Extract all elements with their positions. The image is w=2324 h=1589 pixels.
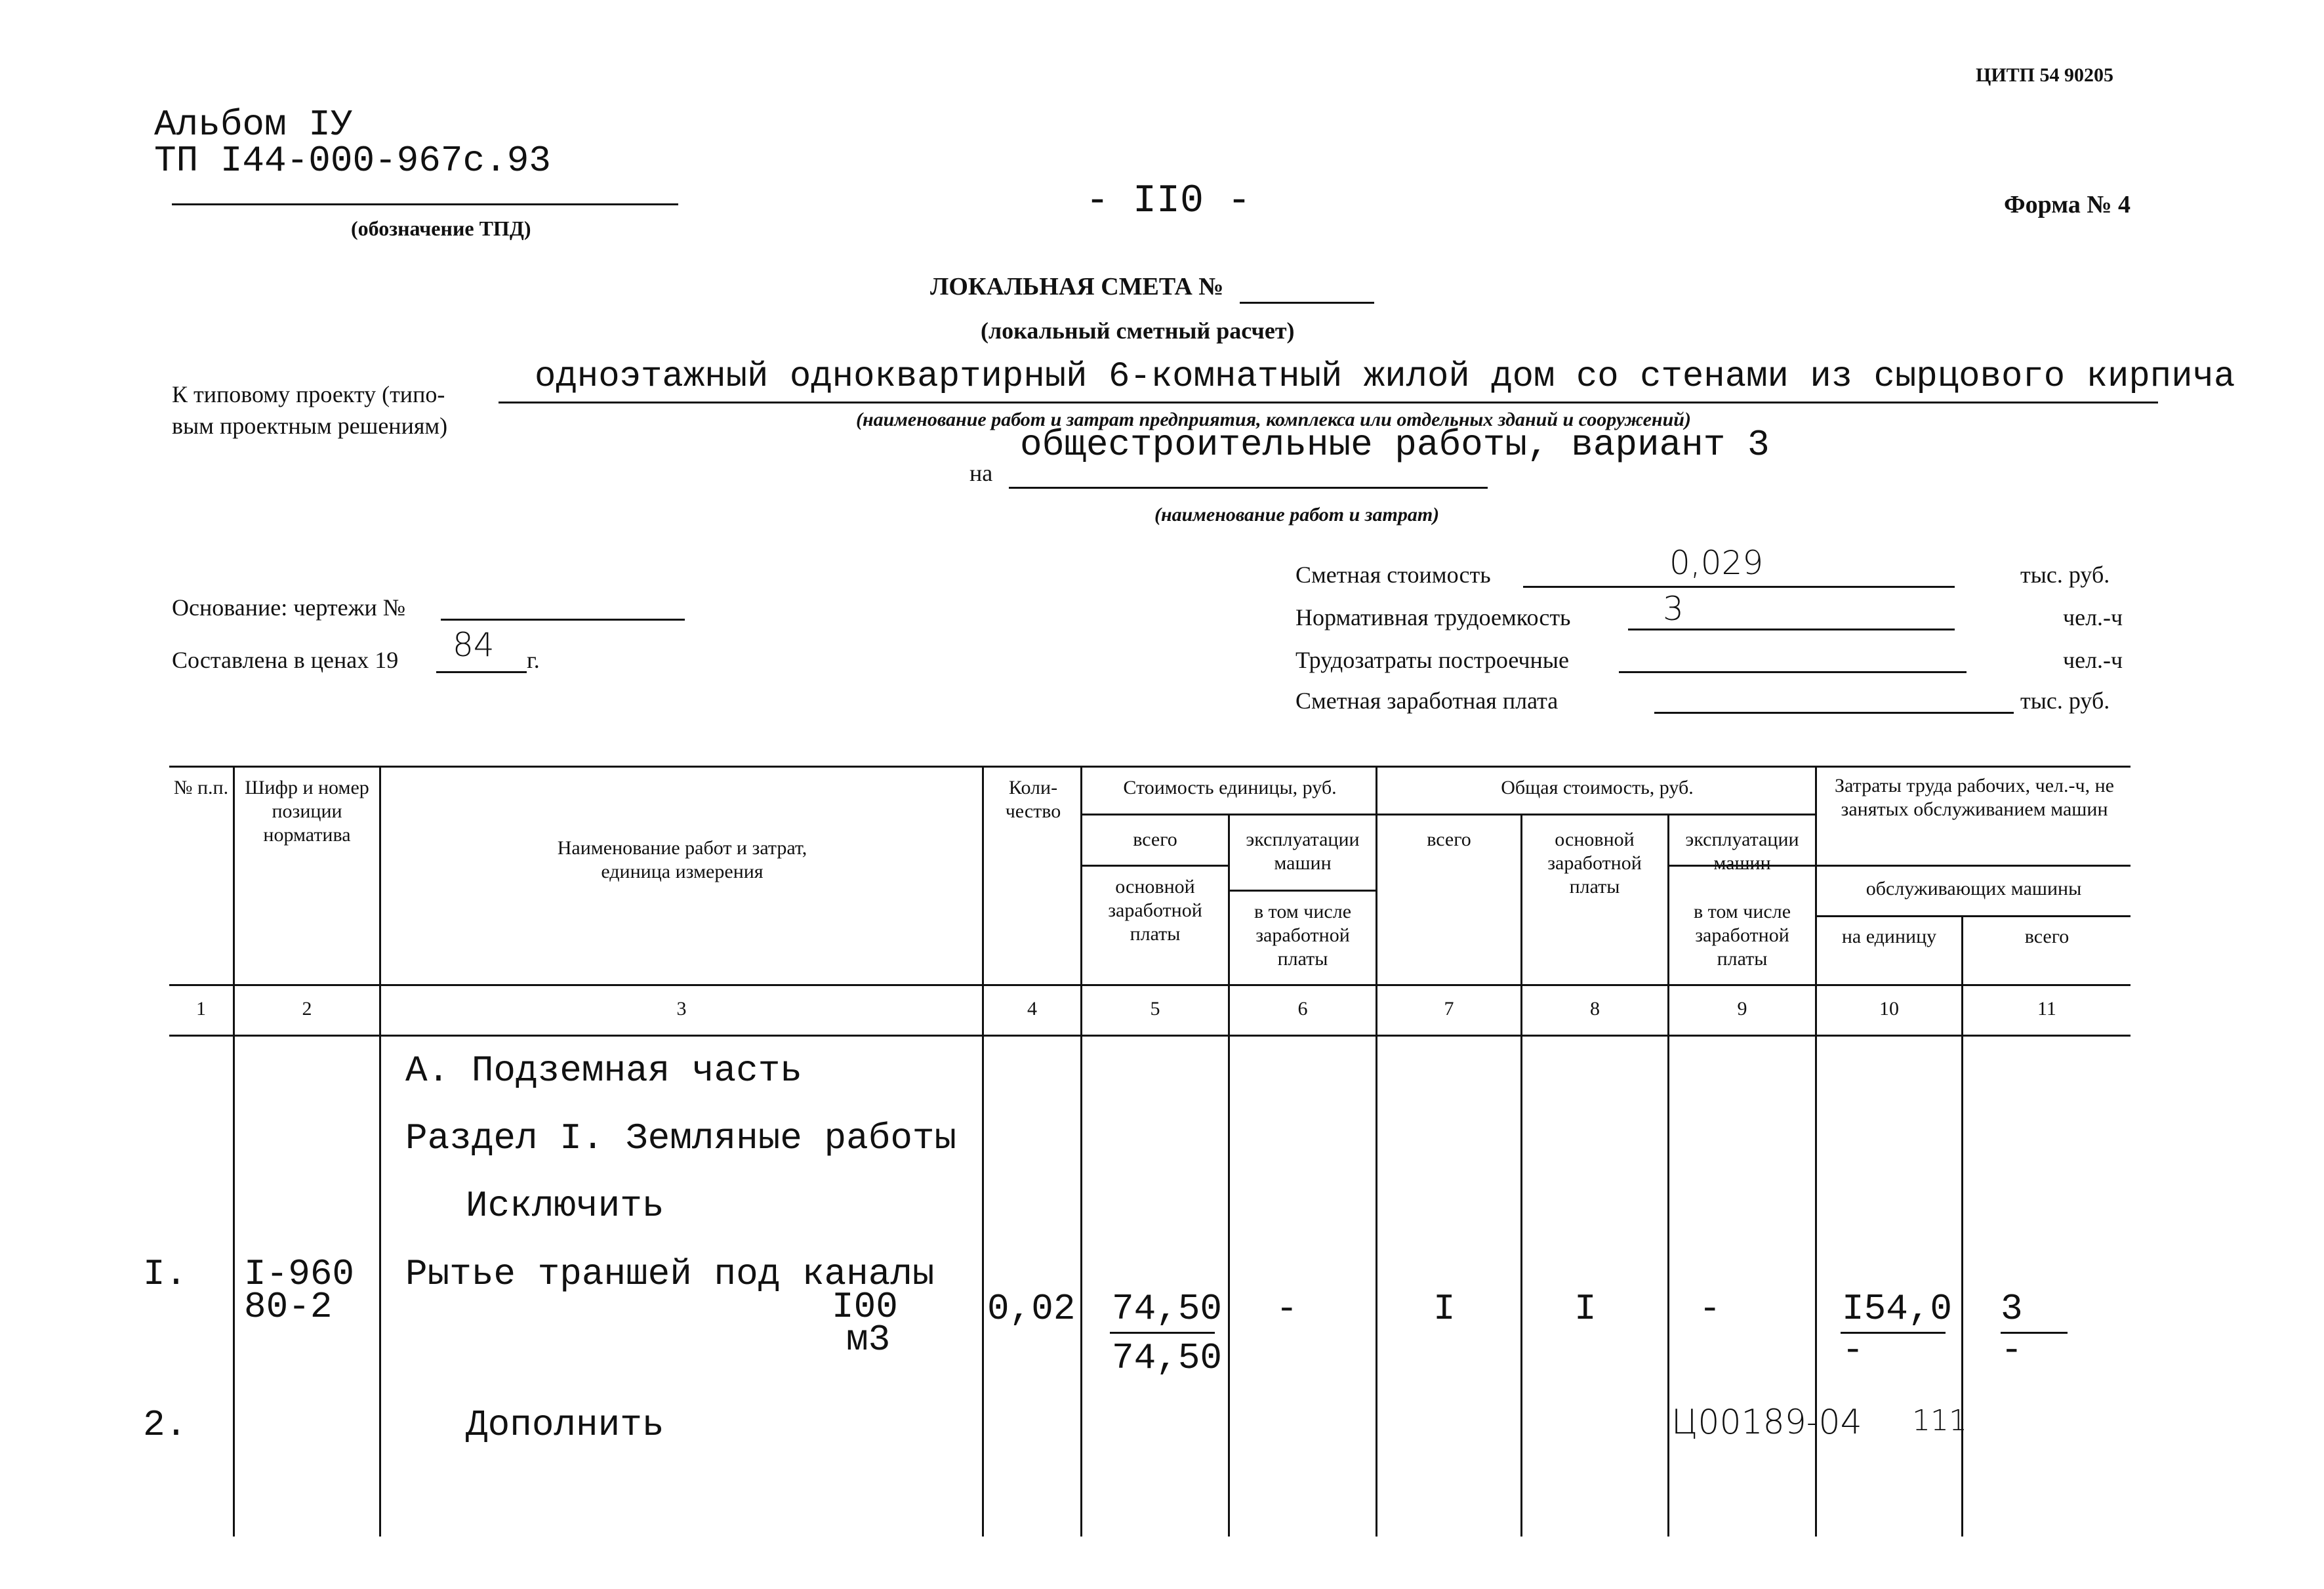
col-border-6 (1376, 766, 1377, 1537)
header-labor-total: всего (2024, 926, 2069, 947)
header-total-machines: эксплуатации машин (1685, 829, 1799, 874)
summary-line-site-labor (1619, 671, 1967, 673)
row1-quantity: 0,02 (987, 1288, 1076, 1330)
row1-unit-2: м3 (846, 1319, 891, 1361)
prices-year-underline (436, 671, 527, 673)
project-underline (499, 402, 2158, 403)
drawings-label: Основание: чертежи № (172, 594, 406, 621)
col-number-5: 5 (1150, 998, 1160, 1020)
header-unit-total: всего (1133, 829, 1177, 850)
na-label: на (969, 460, 993, 486)
document-code: ЦИТП 54 90205 (1976, 64, 2114, 86)
prices-label: Составлена в ценах 19 (172, 647, 399, 673)
header-name: Наименование работ и затрат, единица измерения (557, 837, 807, 882)
col-border-4 (1080, 766, 1082, 1537)
col-number-10: 10 (1879, 998, 1899, 1020)
add-label: Дополнить (466, 1404, 664, 1446)
row1-total-machines: - (1699, 1288, 1721, 1330)
section-a-heading: А. Подземная часть (405, 1050, 802, 1092)
works-caption: (наименование работ и затрат) (1154, 504, 1440, 526)
header-labor-per-unit: на единицу (1841, 926, 1937, 947)
row1-total-wage: I (1574, 1288, 1597, 1330)
header-unit-machines-wage: в том числе заработной платы (1254, 901, 1352, 970)
table-top-border (169, 766, 2130, 768)
works-name: общестроительные работы, вариант 3 (1020, 424, 1770, 466)
page-number: - II0 - (1086, 179, 1252, 224)
summary-label-site-labor: Трудозатраты построечные (1295, 647, 1569, 673)
header-bottom-border (169, 984, 2130, 986)
row1-unit-machines: - (1276, 1288, 1298, 1330)
labor-split (1817, 865, 2130, 867)
header-total-machines-wage: в том числе заработной платы (1693, 901, 1791, 970)
project-name: одноэтажный одноквартирный 6-комнатный жилой дом со стенами из сырцового кирпича (535, 357, 2235, 397)
estimate-subtitle: (локальный сметный расчет) (981, 318, 1295, 344)
total-cost-split (1377, 814, 1817, 815)
summary-line-wage (1654, 712, 2014, 714)
row1-labor-total-sub: - (2001, 1329, 2023, 1371)
summary-value-cost: 0,029 (1669, 544, 1764, 582)
col-border-7 (1520, 814, 1522, 1537)
row1-code-2: 80-2 (244, 1286, 333, 1328)
summary-value-labor: 3 (1663, 590, 1684, 628)
project-label-line1: К типовому проекту (типо- (172, 381, 445, 407)
estimate-number-line (1240, 302, 1374, 304)
summary-label-labor: Нормативная трудоемкость (1295, 604, 1571, 630)
header-code: Шифр и номер позиции норматива (245, 777, 369, 846)
prices-suffix: г. (527, 647, 540, 673)
row1-unit-total: 74,50 (1112, 1288, 1223, 1330)
col-number-1: 1 (196, 998, 206, 1020)
summary-unit-site-labor: чел.-ч (2063, 647, 2123, 673)
row1-total: I (1433, 1288, 1456, 1330)
drawings-underline (441, 619, 685, 621)
col-border-2 (379, 766, 381, 1537)
summary-unit-wage: тыс. руб. (2020, 688, 2110, 714)
summary-unit-cost: тыс. руб. (2020, 562, 2110, 588)
col-border-1 (233, 766, 235, 1537)
col-number-11: 11 (2037, 998, 2056, 1020)
exclude-label: Исключить (466, 1185, 664, 1227)
form-number: Форма № 4 (2004, 191, 2131, 218)
col-border-3 (982, 766, 984, 1537)
row1-labor-unit-sub: - (1842, 1329, 1864, 1371)
unit-cost-split (1082, 814, 1377, 815)
header-unit-cost: Стоимость единицы, руб. (1123, 777, 1337, 798)
summary-line-cost (1523, 586, 1955, 588)
header-unit-wage: основной заработной платы (1108, 876, 1202, 945)
row1-number: I. (143, 1253, 188, 1295)
col-number-8: 8 (1590, 998, 1600, 1020)
stamp-mark: 111 (1912, 1404, 1967, 1437)
summary-unit-labor: чел.-ч (2063, 604, 2123, 630)
tpd-underline (172, 203, 678, 205)
row1-unit-total-fraction-line (1110, 1332, 1215, 1334)
header-quantity: Коли-чество (1005, 777, 1061, 822)
unit-cost-sub-split-1 (1082, 865, 1230, 867)
row1-labor-unit: I54,0 (1842, 1288, 1953, 1330)
header-total-cost: Общая стоимость, руб. (1501, 777, 1694, 798)
col-number-3: 3 (676, 998, 687, 1020)
prices-year: 84 (453, 626, 495, 664)
summary-line-labor (1628, 629, 1955, 630)
labor-sub-split (1817, 915, 2130, 917)
section-1-heading: Раздел I. Земляные работы (405, 1117, 957, 1159)
col-number-2: 2 (302, 998, 312, 1020)
project-label-line2: вым проектным решениям) (172, 413, 448, 439)
header-num: № п.п. (173, 777, 229, 798)
row1-labor-total: 3 (2001, 1288, 2023, 1330)
col-number-4: 4 (1027, 998, 1037, 1020)
stamp-text: Ц00189-04 (1671, 1403, 1862, 1442)
header-unit-machines: эксплуатации машин (1246, 829, 1360, 874)
summary-label-cost: Сметная стоимость (1295, 562, 1491, 588)
header-labor-machines: обслуживающих машины (1865, 878, 2082, 899)
project-caption: (наименование работ и затрат предприятия, комплекса или отдельных зданий и сооружений) (856, 409, 1691, 430)
estimate-title: ЛОКАЛЬНАЯ СМЕТА № (930, 273, 1224, 300)
tpd-caption: (обозначение ТПД) (351, 217, 531, 240)
row1-code-1: I-960 (244, 1253, 355, 1295)
row1-unit-wage: 74,50 (1112, 1337, 1223, 1379)
header-labor: Затраты труда рабочих, чел.-ч, не занятых обслуживанием машин (1835, 775, 2114, 820)
unit-cost-sub-split-2 (1230, 890, 1377, 892)
col-number-6: 6 (1297, 998, 1308, 1020)
summary-label-wage: Сметная заработная плата (1295, 688, 1559, 714)
col-numbers-bottom-border (169, 1035, 2130, 1037)
row1-unit-1: I00 (832, 1286, 898, 1328)
row2-number: 2. (143, 1404, 188, 1446)
tp-number: ТП I44-000-967с.93 (154, 140, 551, 182)
col-border-8 (1667, 814, 1669, 1537)
col-number-7: 7 (1444, 998, 1454, 1020)
header-total: всего (1427, 829, 1471, 850)
album-label: Альбом IУ (154, 104, 353, 146)
col-number-9: 9 (1737, 998, 1747, 1020)
header-total-wage: основной заработной платы (1547, 829, 1642, 898)
row1-name: Рытье траншей под каналы (405, 1253, 935, 1295)
works-underline (1009, 487, 1488, 489)
col-border-5 (1228, 814, 1230, 1537)
